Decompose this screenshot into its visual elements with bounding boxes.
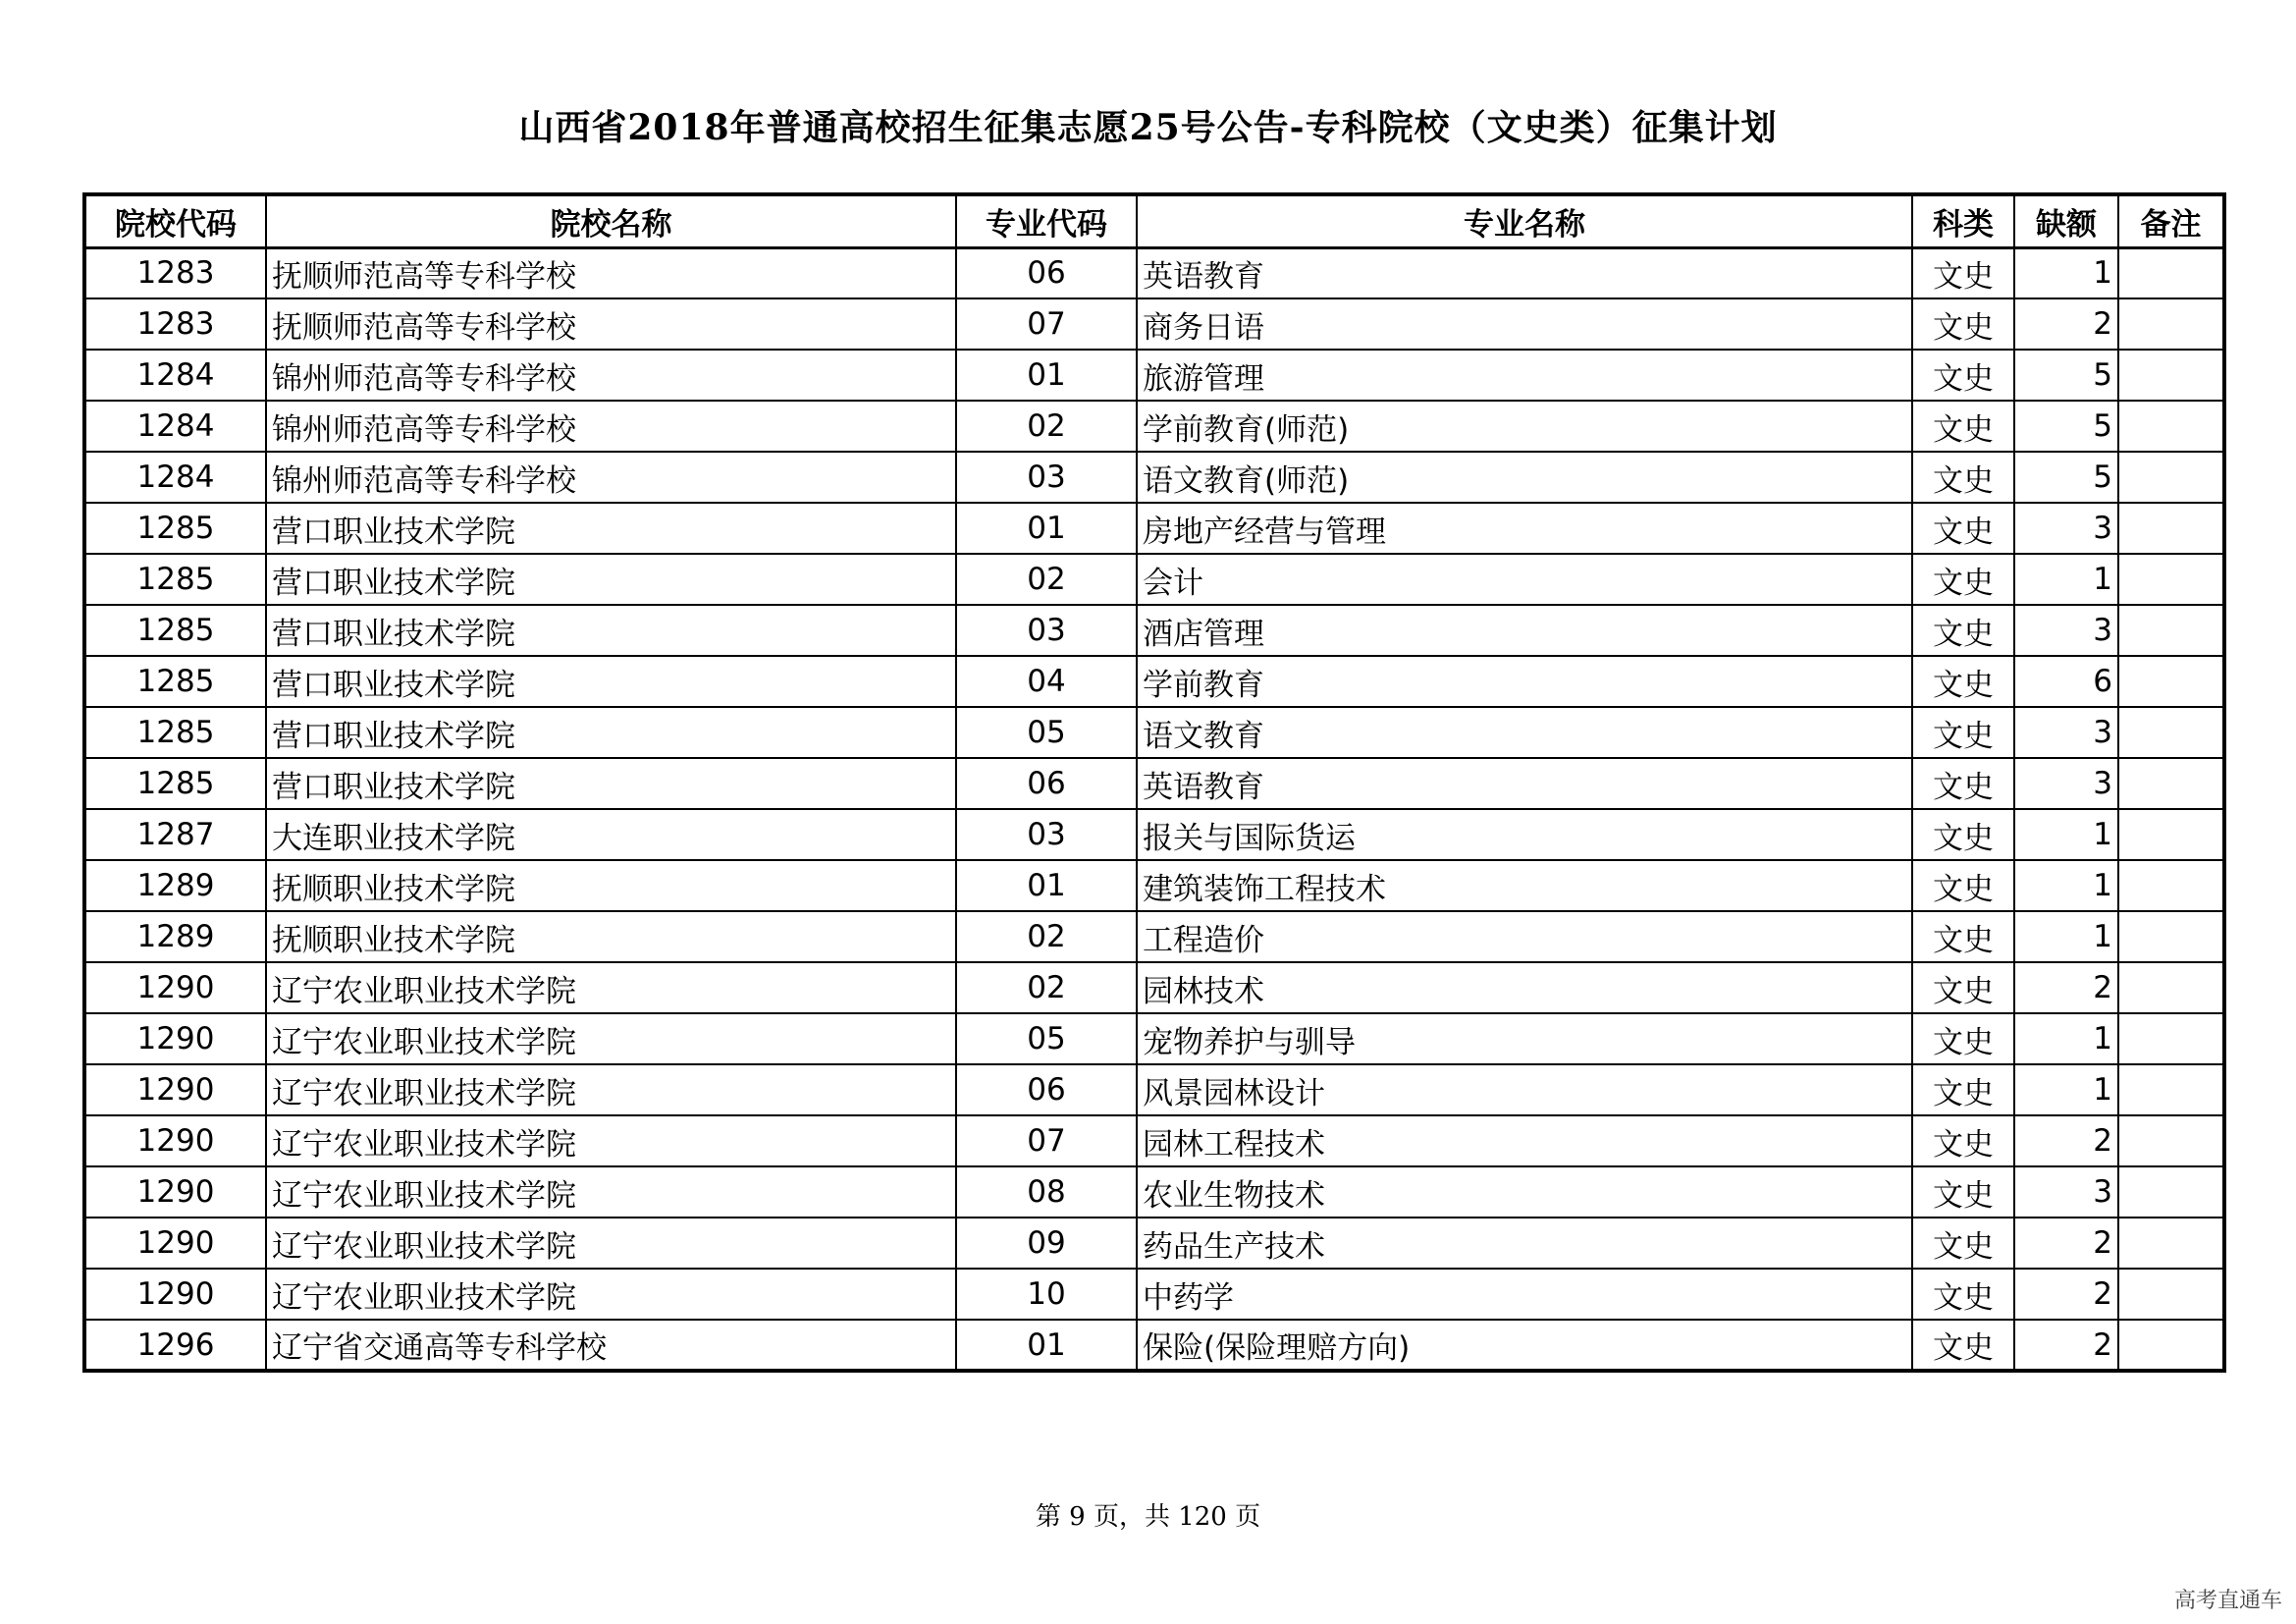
- major-name-cell: 旅游管理: [1137, 350, 1912, 401]
- major-code-cell: 01: [956, 503, 1137, 554]
- major-code-cell: 02: [956, 962, 1137, 1013]
- vacancy-cell: 3: [2014, 503, 2118, 554]
- remarks-cell: [2118, 758, 2224, 809]
- school-code-cell: 1285: [84, 554, 266, 605]
- school-code-cell: 1284: [84, 350, 266, 401]
- header-major-name: 专业名称: [1137, 194, 1912, 247]
- remarks-cell: [2118, 1013, 2224, 1064]
- remarks-cell: [2118, 247, 2224, 298]
- major-code-cell: 03: [956, 452, 1137, 503]
- category-cell: 文史: [1912, 554, 2014, 605]
- school-name-cell: 抚顺师范高等专科学校: [266, 247, 956, 298]
- table-row: [84, 1115, 2224, 1166]
- school-code-cell: 1290: [84, 1013, 266, 1064]
- table-row: [84, 809, 2224, 860]
- school-name-cell: 抚顺职业技术学院: [266, 860, 956, 911]
- school-name-cell: 大连职业技术学院: [266, 809, 956, 860]
- vacancy-cell: 1: [2014, 911, 2118, 962]
- school-code-cell: 1289: [84, 860, 266, 911]
- vacancy-cell: 2: [2014, 1218, 2118, 1269]
- vacancy-cell: 3: [2014, 605, 2118, 656]
- major-code-cell: 02: [956, 911, 1137, 962]
- remarks-cell: [2118, 1269, 2224, 1320]
- school-name-cell: 营口职业技术学院: [266, 707, 956, 758]
- school-name-cell: 辽宁农业职业技术学院: [266, 1115, 956, 1166]
- page-title: 山西省2018年普通高校招生征集志愿25号公告-专科院校（文史类）征集计划: [518, 107, 1778, 148]
- major-name-cell: 房地产经营与管理: [1137, 503, 1912, 554]
- major-name-cell: 商务日语: [1137, 298, 1912, 350]
- major-code-cell: 03: [956, 809, 1137, 860]
- major-code-cell: 02: [956, 554, 1137, 605]
- major-name-cell: 工程造价: [1137, 911, 1912, 962]
- vacancy-cell: 2: [2014, 962, 2118, 1013]
- remarks-cell: [2118, 298, 2224, 350]
- category-cell: 文史: [1912, 1269, 2014, 1320]
- table-row: [84, 247, 2224, 298]
- remarks-cell: [2118, 1064, 2224, 1115]
- school-code-cell: 1285: [84, 656, 266, 707]
- header-category: 科类: [1912, 194, 2014, 247]
- school-name-cell: 辽宁农业职业技术学院: [266, 1166, 956, 1218]
- table-row: [84, 503, 2224, 554]
- school-name-cell: 营口职业技术学院: [266, 758, 956, 809]
- category-cell: 文史: [1912, 656, 2014, 707]
- school-code-cell: 1285: [84, 605, 266, 656]
- vacancy-cell: 2: [2014, 1269, 2118, 1320]
- school-code-cell: 1285: [84, 707, 266, 758]
- remarks-cell: [2118, 962, 2224, 1013]
- table-row: [84, 350, 2224, 401]
- category-cell: 文史: [1912, 1166, 2014, 1218]
- school-name-cell: 营口职业技术学院: [266, 656, 956, 707]
- table-header-row: [84, 194, 2224, 247]
- major-name-cell: 园林工程技术: [1137, 1115, 1912, 1166]
- remarks-cell: [2118, 452, 2224, 503]
- school-name-cell: 辽宁农业职业技术学院: [266, 1013, 956, 1064]
- table-row: [84, 1064, 2224, 1115]
- category-cell: 文史: [1912, 605, 2014, 656]
- category-cell: 文史: [1912, 707, 2014, 758]
- table-row: [84, 1166, 2224, 1218]
- major-code-cell: 04: [956, 656, 1137, 707]
- school-code-cell: 1284: [84, 401, 266, 452]
- school-code-cell: 1284: [84, 452, 266, 503]
- major-name-cell: 酒店管理: [1137, 605, 1912, 656]
- school-code-cell: 1290: [84, 962, 266, 1013]
- table-row: [84, 554, 2224, 605]
- vacancy-cell: 3: [2014, 707, 2118, 758]
- category-cell: 文史: [1912, 1115, 2014, 1166]
- category-cell: 文史: [1912, 247, 2014, 298]
- table-row: [84, 452, 2224, 503]
- table-row: [84, 707, 2224, 758]
- major-code-cell: 07: [956, 298, 1137, 350]
- major-code-cell: 06: [956, 1064, 1137, 1115]
- table-row: [84, 605, 2224, 656]
- category-cell: 文史: [1912, 911, 2014, 962]
- school-code-cell: 1289: [84, 911, 266, 962]
- remarks-cell: [2118, 1115, 2224, 1166]
- category-cell: 文史: [1912, 1218, 2014, 1269]
- major-name-cell: 语文教育(师范): [1137, 452, 1912, 503]
- school-code-cell: 1285: [84, 503, 266, 554]
- vacancy-cell: 1: [2014, 860, 2118, 911]
- major-name-cell: 宠物养护与驯导: [1137, 1013, 1912, 1064]
- major-code-cell: 05: [956, 707, 1137, 758]
- remarks-cell: [2118, 554, 2224, 605]
- major-name-cell: 农业生物技术: [1137, 1166, 1912, 1218]
- vacancy-cell: 1: [2014, 247, 2118, 298]
- major-name-cell: 学前教育(师范): [1137, 401, 1912, 452]
- school-name-cell: 锦州师范高等专科学校: [266, 350, 956, 401]
- major-name-cell: 语文教育: [1137, 707, 1912, 758]
- school-code-cell: 1290: [84, 1115, 266, 1166]
- school-code-cell: 1285: [84, 758, 266, 809]
- table-row: [84, 1320, 2224, 1371]
- remarks-cell: [2118, 911, 2224, 962]
- category-cell: 文史: [1912, 809, 2014, 860]
- remarks-cell: [2118, 1166, 2224, 1218]
- remarks-cell: [2118, 656, 2224, 707]
- school-name-cell: 营口职业技术学院: [266, 605, 956, 656]
- school-code-cell: 1296: [84, 1320, 266, 1371]
- table-row: [84, 860, 2224, 911]
- category-cell: 文史: [1912, 962, 2014, 1013]
- major-name-cell: 中药学: [1137, 1269, 1912, 1320]
- major-name-cell: 英语教育: [1137, 758, 1912, 809]
- major-name-cell: 园林技术: [1137, 962, 1912, 1013]
- major-code-cell: 07: [956, 1115, 1137, 1166]
- school-code-cell: 1287: [84, 809, 266, 860]
- vacancy-cell: 2: [2014, 298, 2118, 350]
- school-code-cell: 1283: [84, 247, 266, 298]
- category-cell: 文史: [1912, 350, 2014, 401]
- vacancy-cell: 3: [2014, 758, 2118, 809]
- header-school-code: 院校代码: [84, 194, 266, 247]
- major-code-cell: 06: [956, 247, 1137, 298]
- school-name-cell: 辽宁省交通高等专科学校: [266, 1320, 956, 1371]
- vacancy-cell: 5: [2014, 401, 2118, 452]
- vacancy-cell: 2: [2014, 1320, 2118, 1371]
- header-remarks: 备注: [2118, 194, 2224, 247]
- major-code-cell: 08: [956, 1166, 1137, 1218]
- enrollment-plan-table: [82, 192, 2226, 1373]
- category-cell: 文史: [1912, 1013, 2014, 1064]
- category-cell: 文史: [1912, 1320, 2014, 1371]
- remarks-cell: [2118, 707, 2224, 758]
- school-code-cell: 1290: [84, 1064, 266, 1115]
- table-row: [84, 401, 2224, 452]
- school-name-cell: 辽宁农业职业技术学院: [266, 1064, 956, 1115]
- major-code-cell: 01: [956, 1320, 1137, 1371]
- school-name-cell: 锦州师范高等专科学校: [266, 452, 956, 503]
- school-name-cell: 锦州师范高等专科学校: [266, 401, 956, 452]
- vacancy-cell: 2: [2014, 1115, 2118, 1166]
- vacancy-cell: 5: [2014, 452, 2118, 503]
- vacancy-cell: 3: [2014, 1166, 2118, 1218]
- table-row: [84, 962, 2224, 1013]
- table-row: [84, 656, 2224, 707]
- major-name-cell: 英语教育: [1137, 247, 1912, 298]
- remarks-cell: [2118, 503, 2224, 554]
- school-name-cell: 营口职业技术学院: [266, 554, 956, 605]
- major-code-cell: 03: [956, 605, 1137, 656]
- category-cell: 文史: [1912, 758, 2014, 809]
- remarks-cell: [2118, 350, 2224, 401]
- school-code-cell: 1283: [84, 298, 266, 350]
- page-footer: 第 9 页，共 120 页: [1035, 1502, 1261, 1532]
- school-name-cell: 辽宁农业职业技术学院: [266, 1269, 956, 1320]
- table-row: [84, 1218, 2224, 1269]
- major-code-cell: 01: [956, 350, 1137, 401]
- vacancy-cell: 6: [2014, 656, 2118, 707]
- vacancy-cell: 1: [2014, 1013, 2118, 1064]
- major-name-cell: 风景园林设计: [1137, 1064, 1912, 1115]
- major-code-cell: 06: [956, 758, 1137, 809]
- remarks-cell: [2118, 401, 2224, 452]
- header-major-code: 专业代码: [956, 194, 1137, 247]
- school-code-cell: 1290: [84, 1218, 266, 1269]
- category-cell: 文史: [1912, 503, 2014, 554]
- school-code-cell: 1290: [84, 1269, 266, 1320]
- vacancy-cell: 1: [2014, 1064, 2118, 1115]
- remarks-cell: [2118, 1218, 2224, 1269]
- major-name-cell: 建筑装饰工程技术: [1137, 860, 1912, 911]
- vacancy-cell: 1: [2014, 554, 2118, 605]
- table-row: [84, 1269, 2224, 1320]
- school-name-cell: 抚顺职业技术学院: [266, 911, 956, 962]
- major-code-cell: 09: [956, 1218, 1137, 1269]
- major-name-cell: 学前教育: [1137, 656, 1912, 707]
- vacancy-cell: 1: [2014, 809, 2118, 860]
- school-code-cell: 1290: [84, 1166, 266, 1218]
- major-code-cell: 01: [956, 860, 1137, 911]
- school-name-cell: 营口职业技术学院: [266, 503, 956, 554]
- school-name-cell: 辽宁农业职业技术学院: [266, 1218, 956, 1269]
- school-name-cell: 抚顺师范高等专科学校: [266, 298, 956, 350]
- remarks-cell: [2118, 605, 2224, 656]
- major-name-cell: 保险(保险理赔方向): [1137, 1320, 1912, 1371]
- remarks-cell: [2118, 809, 2224, 860]
- vacancy-cell: 5: [2014, 350, 2118, 401]
- major-name-cell: 报关与国际货运: [1137, 809, 1912, 860]
- category-cell: 文史: [1912, 452, 2014, 503]
- table-row: [84, 1013, 2224, 1064]
- major-name-cell: 药品生产技术: [1137, 1218, 1912, 1269]
- table-row: [84, 298, 2224, 350]
- category-cell: 文史: [1912, 298, 2014, 350]
- remarks-cell: [2118, 860, 2224, 911]
- table-row: [84, 911, 2224, 962]
- major-code-cell: 02: [956, 401, 1137, 452]
- remarks-cell: [2118, 1320, 2224, 1371]
- watermark-text: 高考直通车: [2173, 1589, 2282, 1613]
- header-vacancy: 缺额: [2014, 194, 2118, 247]
- category-cell: 文史: [1912, 860, 2014, 911]
- school-name-cell: 辽宁农业职业技术学院: [266, 962, 956, 1013]
- major-name-cell: 会计: [1137, 554, 1912, 605]
- table-row: [84, 758, 2224, 809]
- major-code-cell: 10: [956, 1269, 1137, 1320]
- category-cell: 文史: [1912, 401, 2014, 452]
- major-code-cell: 05: [956, 1013, 1137, 1064]
- category-cell: 文史: [1912, 1064, 2014, 1115]
- header-school-name: 院校名称: [266, 194, 956, 247]
